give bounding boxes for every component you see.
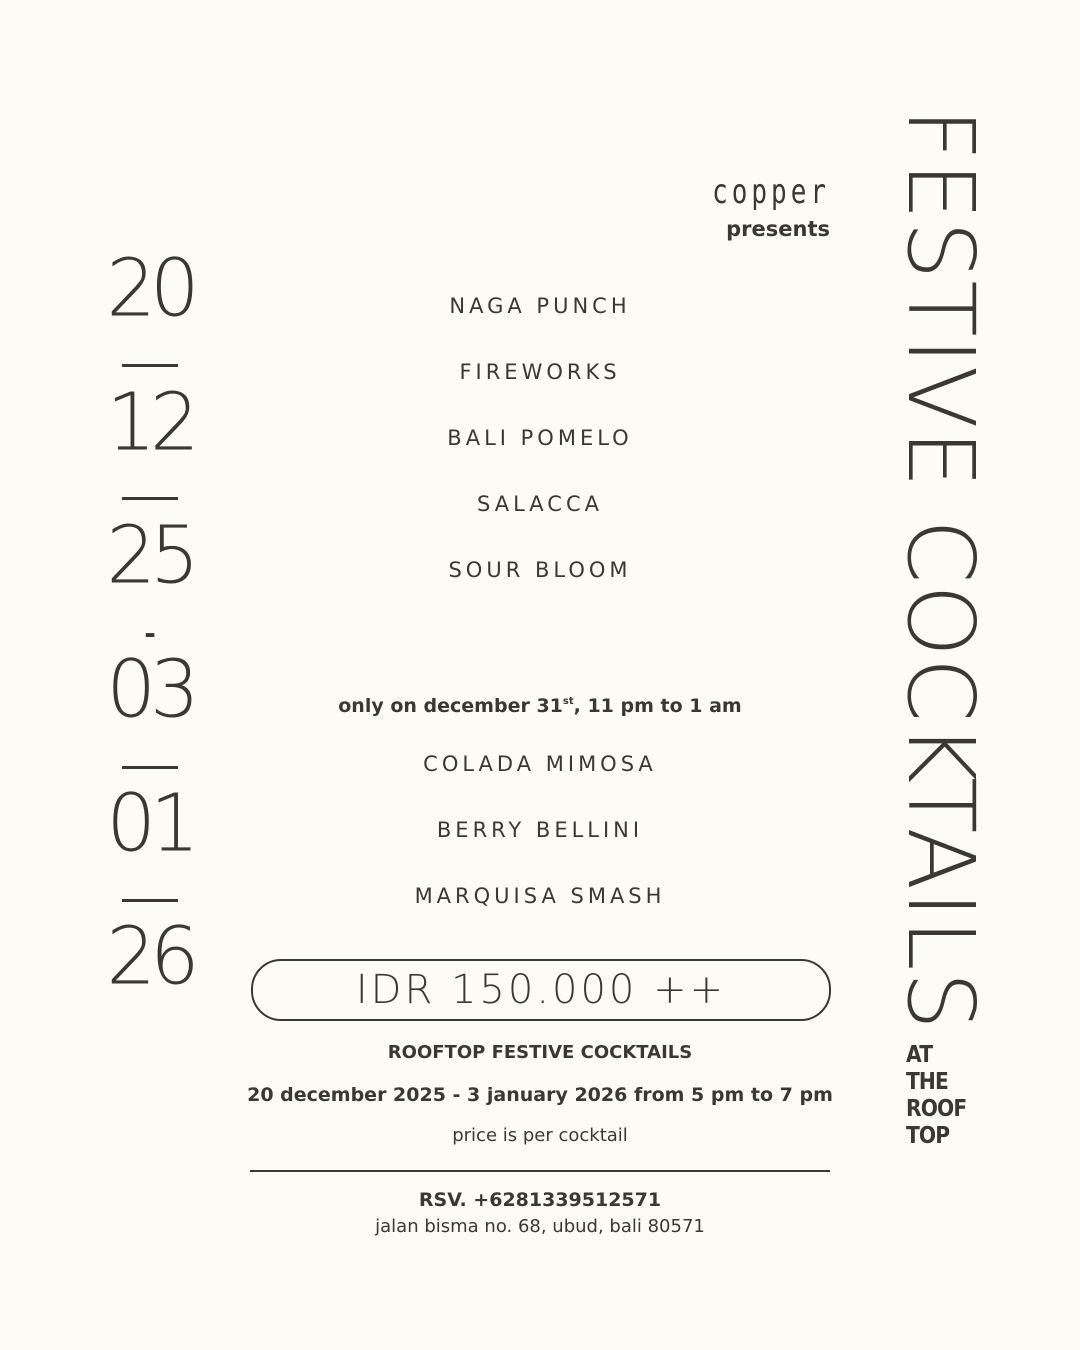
special-note-sup: st	[562, 696, 574, 707]
page-title: FESTIVE COCKTAILS	[887, 108, 994, 1031]
date-separator	[122, 766, 178, 769]
price-note: price is per cocktail	[452, 1125, 628, 1146]
special-note	[260, 689, 820, 719]
address: jalan bisma no. 68, ubud, bali 80571	[375, 1216, 705, 1237]
date-separator	[122, 497, 178, 500]
cocktail-item: SALACCA	[477, 492, 603, 516]
brand-tagline: presents	[726, 217, 830, 241]
location-tag-line: TOP	[906, 1123, 950, 1149]
brand-block	[640, 173, 830, 242]
special-note-text: only on december 31	[338, 695, 563, 717]
date-start-month: 12	[106, 377, 194, 469]
date-start-day: 20	[106, 243, 194, 335]
vertical-title	[887, 108, 994, 1031]
event-period: 20 december 2025 - 3 january 2026 from 5 pm to 7 pm	[247, 1084, 833, 1106]
event-name: ROOFTOP FESTIVE COCKTAILS	[387, 1042, 693, 1063]
divider	[250, 1170, 830, 1172]
brand-logo: copper	[712, 173, 830, 212]
special-cocktail-item: BERRY BELLINI	[436, 818, 644, 842]
date-start-year: 25	[106, 510, 194, 602]
special-note-time: , 11 pm to 1 am	[573, 695, 742, 717]
date-end-day: 03	[106, 644, 194, 736]
special-cocktail-item: COLADA MIMOSA	[423, 752, 657, 776]
date-separator	[122, 899, 178, 902]
reservation-phone: RSV. +6281339512571	[418, 1189, 662, 1211]
special-cocktail-item: MARQUISA SMASH	[414, 884, 666, 908]
location-tag-line: AT	[906, 1042, 933, 1068]
date-end-year: 26	[106, 911, 194, 1003]
location-tag-line: ROOF	[906, 1096, 967, 1122]
date-end-month: 01	[106, 778, 194, 870]
location-tag	[906, 1042, 985, 1150]
date-range-dash: -	[144, 617, 156, 650]
price-pill: IDR 150.000 ++	[251, 959, 831, 1021]
cocktail-item: BALI POMELO	[447, 426, 633, 450]
cocktail-item: FIREWORKS	[459, 360, 621, 384]
location-tag-line: THE	[906, 1069, 948, 1095]
cocktail-item: NAGA PUNCH	[449, 294, 631, 318]
cocktail-item: SOUR BLOOM	[448, 558, 632, 582]
date-separator	[122, 364, 178, 367]
